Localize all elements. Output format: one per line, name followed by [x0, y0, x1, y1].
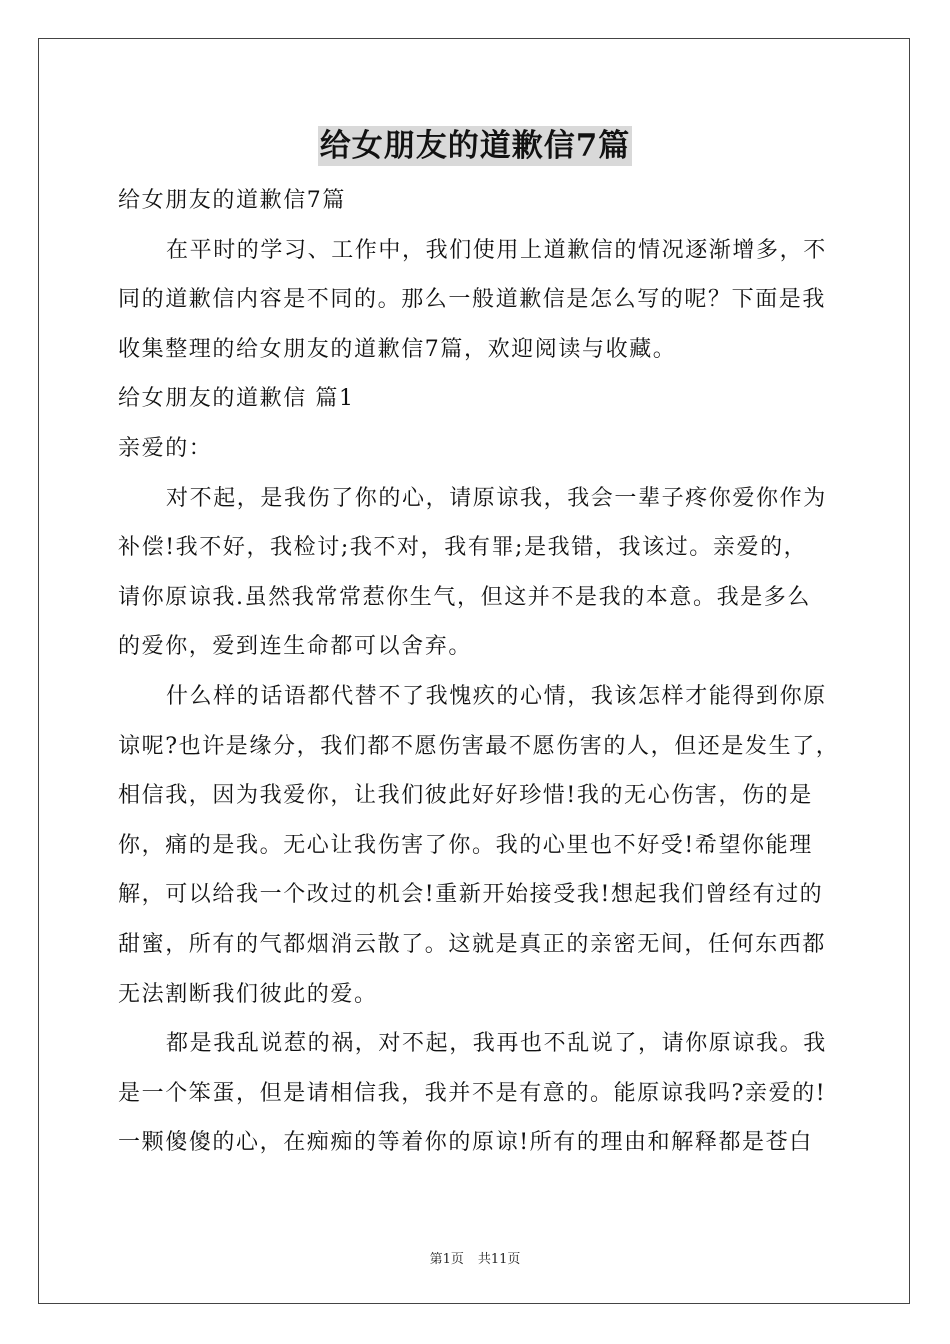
paragraph-line: 甜蜜，所有的气都烟消云散了。这就是真正的亲密无间，任何东西都: [118, 931, 827, 957]
section-heading: 给女朋友的道歉信 篇1: [118, 386, 355, 412]
paragraph-line: 都是我乱说惹的祸，对不起，我再也不乱说了，请你原谅我。我: [166, 1031, 827, 1057]
page-footer: [0, 1248, 950, 1267]
intro-line: 同的道歉信内容是不同的。那么一般道歉信是怎么写的呢？下面是我: [118, 287, 827, 313]
paragraph-line: 请你原谅我.虽然我常常惹你生气，但这并不是我的本意。我是多么: [118, 584, 811, 610]
intro-line: 在平时的学习、工作中，我们使用上道歉信的情况逐渐增多，不: [166, 237, 827, 263]
paragraph-line: 是一个笨蛋，但是请相信我，我并不是有意的。能原谅我吗?亲爱的!: [118, 1080, 827, 1106]
paragraph-line: 一颗傻傻的心，在痴痴的等着你的原谅!所有的理由和解释都是苍白: [118, 1130, 813, 1156]
paragraph-line: 对不起，是我伤了你的心，请原谅我，我会一辈子疼你爱你作为: [166, 485, 827, 511]
paragraph-line: 解，可以给我一个改过的机会!重新开始接受我!想起我们曾经有过的: [118, 882, 824, 908]
paragraph-line: 什么样的话语都代替不了我愧疚的心情，我该怎样才能得到你原: [166, 683, 827, 709]
page-number: 第1页: [429, 1252, 464, 1267]
paragraph-line: 谅呢?也许是缘分，我们都不愿伤害最不愿伤害的人，但还是发生了，: [118, 733, 840, 759]
paragraph-line: 补偿!我不好，我检讨;我不对，我有罪;是我错，我该过。亲爱的，: [118, 535, 808, 561]
intro-line: 收集整理的给女朋友的道歉信7篇，欢迎阅读与收藏。: [118, 336, 677, 362]
paragraph-line: 你，痛的是我。无心让我伤害了你。我的心里也不好受!希望你能理: [118, 832, 813, 858]
document-title: 给女朋友的道歉信7篇: [319, 128, 631, 164]
paragraph-line: 相信我，因为我爱你，让我们彼此好好珍惜!我的无心伤害，伤的是: [118, 783, 813, 809]
paragraph-line: 的爱你，爱到连生命都可以舍弃。: [118, 634, 473, 660]
subtitle-line: 给女朋友的道歉信7篇: [118, 188, 346, 213]
title-container: [0, 126, 950, 166]
document-body: [118, 176, 838, 1168]
paragraph-line: 无法割断我们彼此的爱。: [118, 981, 378, 1007]
page-total: 共11页: [477, 1252, 521, 1267]
salutation: 亲爱的：: [118, 435, 213, 461]
